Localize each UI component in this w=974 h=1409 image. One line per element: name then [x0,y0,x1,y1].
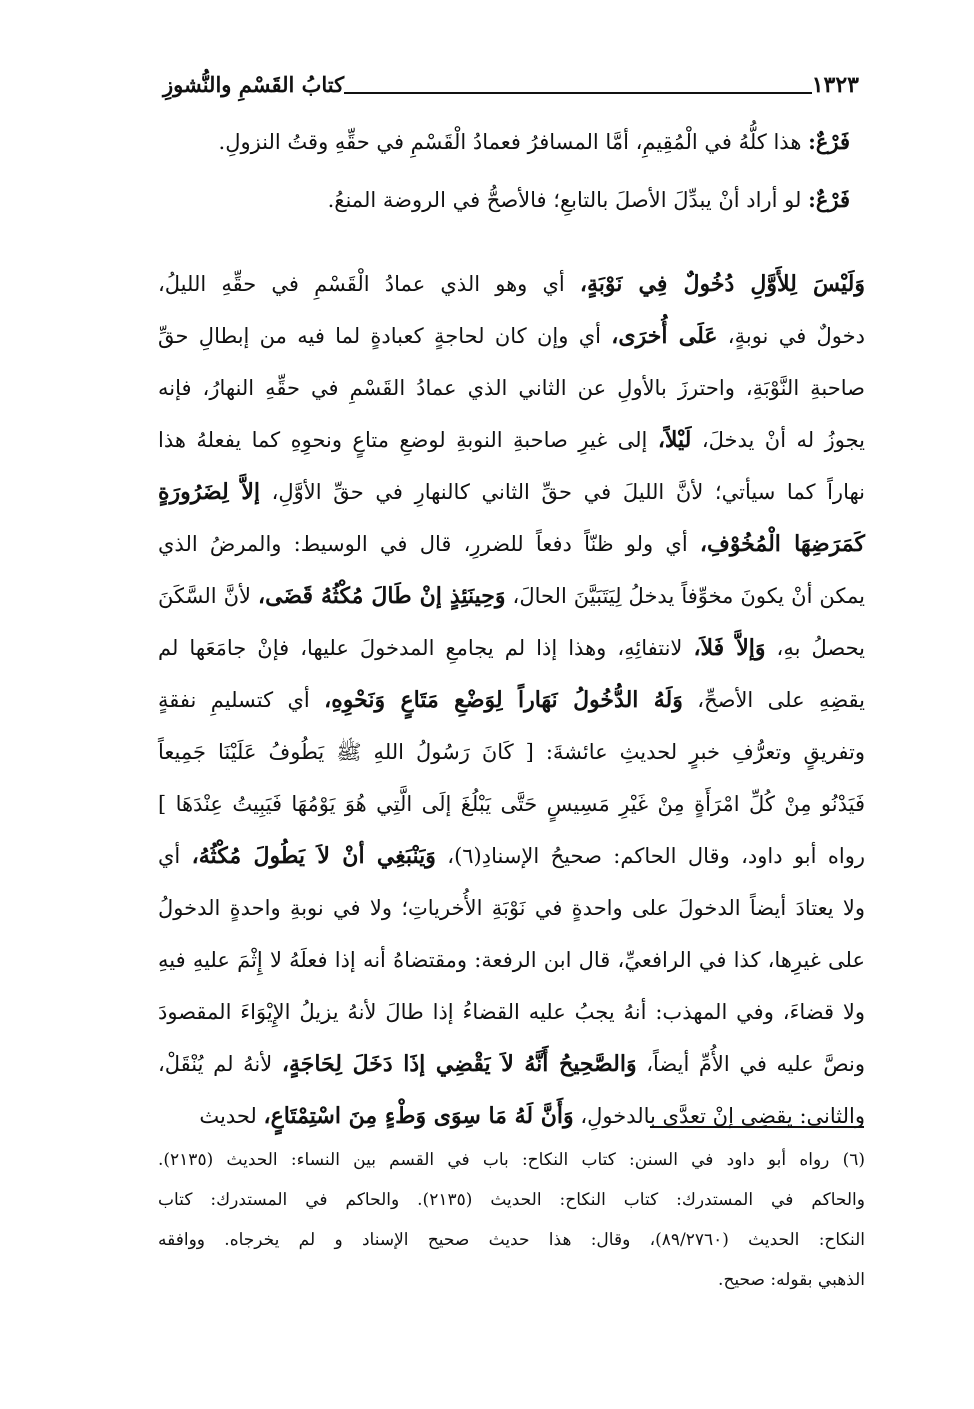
text-line [158,622,865,674]
matn-segment: إلاَّ لِضَرُورَةٍ [158,479,260,505]
matn-segment: وَأَنَّ لَهُ مَا سِوَى وَطْءٍ مِنَ اسْتِمْتَاعٍ، [263,1103,574,1129]
sharh-segment: وتفريقٍ وتعرُّفِ خبرٍ لحديثِ عائشةَ: [ كَانَ رَسُولُ اللهِ ﷺ يَطُوفُ عَلَيْنَا جَمِيعاً [158,740,865,764]
sharh-segment: دخولٌ في نوبةٍ، [717,324,865,348]
page-header [155,58,867,98]
footnote-line: الذهبي بقوله: صحيح. [718,1270,865,1290]
sharh-segment: لانتفائِهِ، وهذا إذا لم يجامعِ المدخولَ عليها، فإنْ جامَعَها لم [158,636,694,660]
matn-segment: كَمَرَضِهَا الْمُخُوْفِ، [699,531,865,557]
branch-note [190,126,850,158]
footnote-line: (٦) رواه أبو داود في السنن: كتاب النكاح: باب في القسم بين النساء: الحديث (٢١٣٥). [158,1150,865,1170]
sharh-segment: ونصَّ عليه في الأُمِّ أيضاً، [636,1052,865,1076]
matn-segment: وَلَهُ الدُّخُولُ نَهَاراً لِوَضْعِ مَتَاعٍ وَنَحْوِهِ، [324,687,683,713]
branch-label: فَرْعٌ: [808,129,850,154]
page-number: ١٣٢٣ [811,72,859,98]
footnote-line: والحاكم في المستدرك: كتاب النكاح: الحديث (٢١٣٥). والحاكم في المستدرك: كتاب [158,1190,865,1210]
sharh-segment: أي وهو الذي عمادُ الْقَسْمِ في حقِّهِ الليلُ، [158,272,580,296]
sharh-segment: ولا قضاءَ، وفي المهذب: أنهُ يجبُ عليه القضاءُ إذا طالَ لأنهُ يزيلُ الإِيْوَاءَ المقصودَ [158,1000,865,1024]
sharh-segment: نهاراً كما سيأتي؛ لأنَّ الليلَ في حقِّ الثاني كالنهارِ في حقِّ الأوَّلِ، [259,480,865,504]
matn-segment: وَحِينَئِذٍ إنْ طَالَ مُكْثُهُ قَضَى، [257,583,506,609]
sharh-segment: لأنَّ السَّكَنَ [158,584,258,608]
text-line [158,1038,865,1090]
branch-note [190,184,850,216]
branch-text: هذا كلُّهُ في الْمُقِيمِ، أمَّا المسافرُ فعمادُ الْقَسْمِ في حقِّهِ وقتُ النزولِ. [218,130,809,154]
sharh-segment: رواه أبو داود، وقال الحاكم: صحيحُ الإسنادِ(٦)، [435,844,865,868]
text-line [158,778,865,830]
sharh-segment: على غيرِها، كذا في الرافعيِّ، قال ابن الرفعة: ومقتضاهُ أنه إذا فعلَهُ لا إِثْمَ عليهِ فيهِ [158,948,865,972]
sharh-segment: أي كتسليمِ نفقةٍ [158,688,325,712]
matn-segment: وَيَنْبَغِي أنْ لاَ يَطُولَ مُكْثُهُ، [191,843,436,869]
sharh-segment: ولا يعتادَ أيضاً الدخولَ على واحدةٍ في نَوْبَةِ الأُخرياتِ؛ ولا في نوبةِ واحدةٍ الدخولُ [158,896,865,920]
sharh-segment: أي ولو ظنّاً دفعاً للضررِ، قال في الوسيط: والمرضُ الذي [158,532,700,556]
sharh-segment: لحديث [199,1104,264,1128]
text-line [158,258,865,310]
text-line [158,726,865,778]
branch-label: فَرْعٌ: [808,187,850,212]
matn-segment: وَإلاَّ فَلاَ، [693,635,766,661]
sharh-segment: فَيَدْنُو مِنْ كُلِّ امْرَأَةٍ مِنْ غَيْرِ مَسِيسٍ حَتَّى يَبْلُغَ إلَى الَّتِي هُوَ يَوْمُهَا فَيَبِيتُ عِنْدَهَا ] [158,792,865,816]
sharh-segment: يحصلُ بهِ، [765,636,866,660]
sharh-segment: يقضِهِ على الأصحِّ، [682,688,865,712]
footnote-separator [650,1126,864,1128]
sharh-segment: يمكن أنْ يكونَ مخوِّفاً يدخلُ لِيَتَبَيَّنَ الحالَ، [505,584,865,608]
text-line [158,934,865,986]
text-line [158,466,865,518]
text-line [158,674,865,726]
text-line [158,882,865,934]
sharh-segment: لأنهُ لم يُنْقَلْ، [158,1052,282,1076]
running-title: كتابُ القَسْمِ والنُّشوزِ [163,72,345,97]
commentary-body [158,258,866,1129]
text-line [158,414,865,466]
sharh-segment: صاحبةِ النَّوْبَةِ، واحترزَ بالأولِ عن الثاني الذي عمادُ القَسْمِ في حقِّهِ النهارُ، فإنه [158,376,865,400]
matn-segment: وَالصَّحِيحُ أَنَّهُ لاَ يَقْضِي إذَا دَخَلَ لِحَاجَةٍ، [281,1051,637,1077]
matn-segment: لَيْلاً، [657,427,692,453]
footnotes [158,1140,865,1310]
sharh-segment: أي وإن كان لحاجةٍ كعبادةٍ لما فيه من إبطالِ حقِّ [158,324,612,348]
text-line [158,1090,865,1142]
text-line [158,570,865,622]
sharh-segment: يجوزُ له أنْ يدخلَ، [691,428,865,452]
text-line [158,310,865,362]
text-line [158,986,865,1038]
header-rule [344,92,812,94]
matn-segment: وَلَيْسَ لِلأَوَّلِ دُخُولٌ فِي نَوْبَةٍ، [579,271,865,297]
sharh-segment: أي [158,844,192,868]
matn-segment: عَلَى أُخرَى، [611,323,718,349]
branch-text: لو أراد أنْ يبدِّلَ الأصلَ بالتابعِ؛ فالأصحُّ في الروضة المنعُ. [327,188,809,212]
text-line [158,830,865,882]
text-line [158,518,865,570]
sharh-segment: إلى غيرِ صاحبةِ النوبةِ لوضعِ متاعٍ ونحوِهِ كما يفعلهُ هذا [158,428,658,452]
footnote-line: النكاح: الحديث (٨٩/٢٧٦٠)، وقال: هذا حديث صحيح الإسناد و لم يخرجاه. ووافقه [158,1230,866,1250]
sharh-segment: والثاني: يقضِي إنْ تعدَّى بالدخولِ، [573,1104,865,1128]
text-line [158,362,865,414]
